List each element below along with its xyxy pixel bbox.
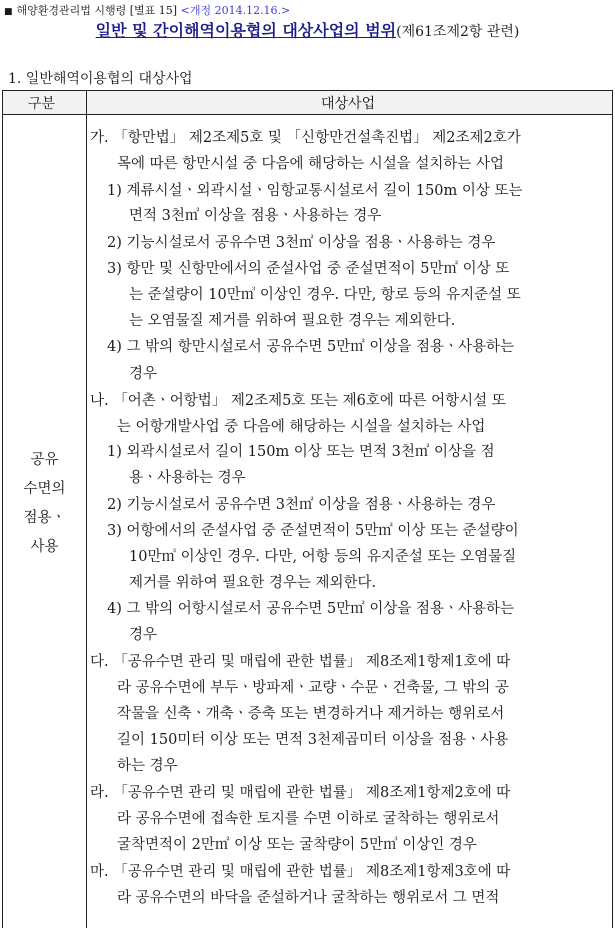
text-line: 경우 [129, 627, 158, 643]
text-line: 마. 「공유수면 관리 및 매립에 관한 법률」 제8조제1항제3호에 따 [90, 864, 511, 880]
page-title [0, 18, 615, 41]
text-line: 라 공유수면의 바닥을 준설하거나 굴착하는 행위로서 그 면적 [117, 890, 500, 906]
amendment-date-link[interactable]: <개정 2014.12.16.> [180, 4, 291, 17]
column-header-projects: 대상사업 [321, 96, 376, 112]
text-line: 3) 어항에서의 준설사업 중 준설면적이 5만㎡ 이상 또는 준설량이 [107, 523, 519, 539]
category-line: 수면의 [23, 481, 66, 497]
text-line: 길이 150미터 이상 또는 면적 3천제곱미터 이상을 점용ㆍ사용 [117, 732, 509, 748]
text-line: 경우 [129, 366, 158, 382]
text-line: 용ㆍ사용하는 경우 [129, 470, 246, 486]
text-line: 1) 외곽시설로서 길이 150m 이상 또는 면적 3천㎡ 이상을 점 [107, 444, 495, 460]
law-reference: 해양환경관리법 시행령 [별표 15] [16, 4, 178, 17]
text-line: 4) 그 밖의 항만시설로서 공유수면 5만㎡ 이상을 점용ㆍ사용하는 [107, 339, 515, 355]
section-heading: 1. 일반해역이용협의 대상사업 [8, 71, 193, 87]
text-line: 는 오염물질 제거를 위하여 필요한 경우는 제외한다. [129, 313, 456, 329]
text-line: 2) 기능시설로서 공유수면 3천㎡ 이상을 점용ㆍ사용하는 경우 [107, 235, 496, 251]
text-line: 4) 그 밖의 어항시설로서 공유수면 5만㎡ 이상을 점용ㆍ사용하는 [107, 601, 515, 617]
category-line: 점용ㆍ [23, 510, 66, 526]
text-line: 라 공유수면에 접속한 토지를 수면 이하로 굴착하는 행위로서 [117, 811, 500, 827]
text-line: 라. 「공유수면 관리 및 매립에 관한 법률」 제8조제1항제2호에 따 [90, 785, 511, 801]
text-line: 1) 계류시설ㆍ외곽시설ㆍ임항교통시설로서 길이 150m 이상 또는 [107, 183, 523, 199]
text-line: 가. 「항만법」 제2조제5호 및 「신항만건설촉진법」 제2조제2호가 [90, 130, 521, 146]
text-line: 10만㎥ 이상인 경우. 다만, 어항 등의 유지준설 또는 오염물질 [129, 549, 517, 565]
bullet-square-icon: ■ [4, 7, 13, 17]
text-line: 면적 3천㎡ 이상을 점용ㆍ사용하는 경우 [129, 208, 382, 224]
text-line: 나. 「어촌ㆍ어항법」 제2조제5호 또는 제6호에 따른 어항시설 또 [90, 393, 506, 409]
target-projects-table [2, 90, 613, 928]
text-line: 3) 항만 및 신항만에서의 준설사업 중 준설면적이 5만㎡ 이상 또 [107, 261, 510, 277]
column-divider [86, 91, 87, 928]
document-header [4, 2, 290, 18]
title-sub: (제61조제2항 관련) [396, 24, 520, 40]
text-line: 2) 기능시설로서 공유수면 3천㎡ 이상을 점용ㆍ사용하는 경우 [107, 497, 496, 513]
text-line: 는 어항개발사업 중 다음에 해당하는 시설을 설치하는 사업 [117, 419, 486, 435]
text-line: 다. 「공유수면 관리 및 매립에 관한 법률」 제8조제1항제1호에 따 [90, 654, 511, 670]
text-line: 목에 따른 항만시설 중 다음에 해당하는 시설을 설치하는 사업 [117, 156, 505, 172]
text-line: 는 준설량이 10만㎥ 이상인 경우. 다만, 항로 등의 유지준설 또 [129, 287, 521, 303]
category-line: 공유 [30, 452, 59, 468]
text-line: 작물을 신축ㆍ개축ㆍ증축 또는 변경하거나 제거하는 행위로서 [117, 706, 505, 722]
column-header-category: 구분 [28, 96, 56, 112]
title-main: 일반 및 간이해역이용협의 대상사업의 범위 [95, 21, 397, 40]
text-line: 제거를 위하여 필요한 경우는 제외한다. [129, 575, 377, 591]
category-line: 사용 [30, 539, 59, 555]
text-line: 하는 경우 [117, 758, 178, 774]
category-cell [3, 446, 86, 562]
table-header-row [3, 91, 612, 115]
text-line: 라 공유수면에 부두ㆍ방파제ㆍ교량ㆍ수문ㆍ건축물, 그 밖의 공 [117, 680, 509, 696]
text-line: 굴착면적이 2만㎡ 이상 또는 굴착량이 5만㎥ 이상인 경우 [117, 837, 477, 853]
